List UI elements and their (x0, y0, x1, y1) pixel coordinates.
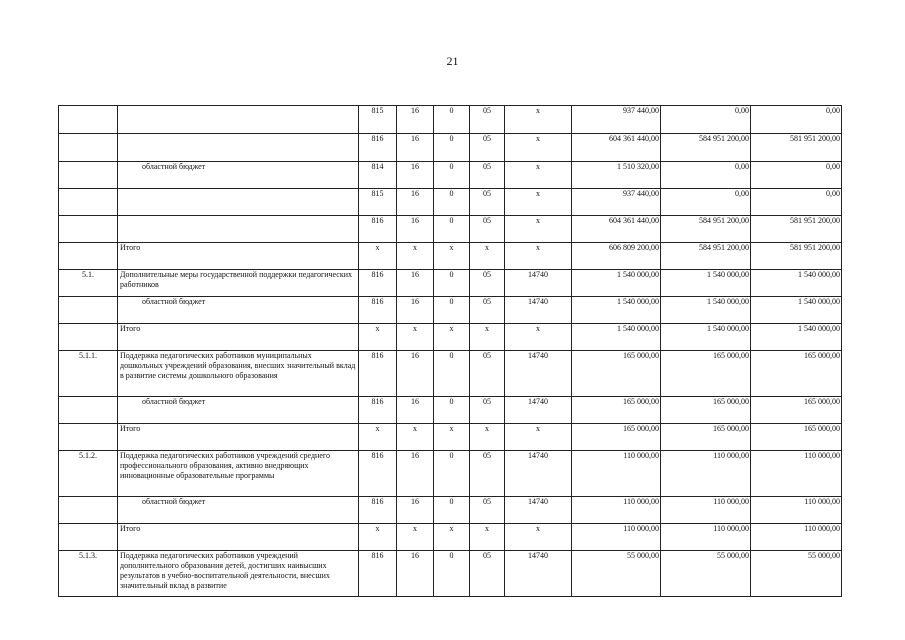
row-description (118, 216, 359, 243)
code-expense: x (505, 324, 572, 351)
budget-table (58, 105, 842, 597)
amount-year-2: 55 000,00 (661, 551, 751, 597)
code-section: 16 (397, 216, 434, 243)
amount-year-3: 1 540 000,00 (751, 297, 842, 324)
code-department: 816 (359, 297, 397, 324)
row-index (59, 424, 118, 451)
row-index (59, 134, 118, 162)
code-subsection: 0 (434, 397, 470, 424)
amount-year-2: 165 000,00 (661, 351, 751, 397)
code-target: x (470, 324, 505, 351)
row-description: Поддержка педагогических работников учреждений среднего профессионального образования, активно внедряющих инновационные образовательные программы (118, 451, 359, 497)
code-subsection: 0 (434, 451, 470, 497)
row-index: 5.1.1. (59, 351, 118, 397)
table-row (59, 397, 842, 424)
table-row (59, 524, 842, 551)
amount-year-3: 55 000,00 (751, 551, 842, 597)
amount-year-3: 165 000,00 (751, 424, 842, 451)
amount-year-3: 581 951 200,00 (751, 134, 842, 162)
code-department: 815 (359, 189, 397, 216)
code-expense: 14740 (505, 497, 572, 524)
code-department: 816 (359, 497, 397, 524)
code-target: x (470, 524, 505, 551)
table-row (59, 106, 842, 134)
code-target: 05 (470, 270, 505, 297)
amount-year-2: 110 000,00 (661, 451, 751, 497)
code-section: 16 (397, 451, 434, 497)
code-subsection: 0 (434, 497, 470, 524)
row-description: Поддержка педагогических работников учреждений дополнительного образования детей, достигших наивысших результатов в учебно-воспитательной деятельности, внесших значительный вклад в развитие (118, 551, 359, 597)
code-expense: 14740 (505, 270, 572, 297)
table-row (59, 297, 842, 324)
code-department: 816 (359, 451, 397, 497)
code-section: x (397, 424, 434, 451)
amount-year-1: 165 000,00 (572, 424, 661, 451)
total-label: Итого (118, 524, 359, 551)
total-label: Итого (118, 324, 359, 351)
amount-year-1: 604 361 440,00 (572, 134, 661, 162)
code-target: 05 (470, 397, 505, 424)
table-row (59, 351, 842, 397)
code-section: x (397, 524, 434, 551)
table-row (59, 424, 842, 451)
amount-year-1: 606 809 200,00 (572, 243, 661, 270)
code-department: x (359, 324, 397, 351)
code-expense: 14740 (505, 297, 572, 324)
amount-year-2: 0,00 (661, 189, 751, 216)
row-description (118, 189, 359, 216)
amount-year-2: 584 951 200,00 (661, 134, 751, 162)
code-subsection: 0 (434, 134, 470, 162)
row-index (59, 106, 118, 134)
amount-year-3: 0,00 (751, 106, 842, 134)
code-department: x (359, 524, 397, 551)
row-index (59, 216, 118, 243)
amount-year-2: 584 951 200,00 (661, 216, 751, 243)
amount-year-3: 0,00 (751, 162, 842, 189)
code-section: 16 (397, 397, 434, 424)
amount-year-3: 165 000,00 (751, 397, 842, 424)
amount-year-2: 1 540 000,00 (661, 270, 751, 297)
row-index (59, 162, 118, 189)
amount-year-1: 110 000,00 (572, 524, 661, 551)
row-index: 5.1.2. (59, 451, 118, 497)
amount-year-2: 165 000,00 (661, 424, 751, 451)
amount-year-2: 0,00 (661, 162, 751, 189)
amount-year-3: 581 951 200,00 (751, 243, 842, 270)
funding-source: областной бюджет (118, 162, 359, 189)
code-subsection: x (434, 324, 470, 351)
table-row (59, 162, 842, 189)
code-expense: x (505, 162, 572, 189)
amount-year-1: 604 361 440,00 (572, 216, 661, 243)
row-index (59, 189, 118, 216)
code-expense: x (505, 216, 572, 243)
code-expense: x (505, 424, 572, 451)
table-row (59, 243, 842, 270)
code-subsection: 0 (434, 189, 470, 216)
amount-year-1: 1 540 000,00 (572, 270, 661, 297)
amount-year-2: 110 000,00 (661, 497, 751, 524)
amount-year-1: 110 000,00 (572, 451, 661, 497)
code-section: 16 (397, 551, 434, 597)
amount-year-3: 581 951 200,00 (751, 216, 842, 243)
code-expense: x (505, 106, 572, 134)
code-section: 16 (397, 162, 434, 189)
code-expense: 14740 (505, 397, 572, 424)
code-section: 16 (397, 106, 434, 134)
amount-year-1: 110 000,00 (572, 497, 661, 524)
amount-year-2: 110 000,00 (661, 524, 751, 551)
funding-source: областной бюджет (118, 297, 359, 324)
code-target: x (470, 424, 505, 451)
funding-source: областной бюджет (118, 397, 359, 424)
code-expense: 14740 (505, 451, 572, 497)
table-row (59, 270, 842, 297)
code-department: x (359, 424, 397, 451)
row-index (59, 497, 118, 524)
code-subsection: 0 (434, 106, 470, 134)
total-label: Итого (118, 424, 359, 451)
code-expense: x (505, 243, 572, 270)
code-target: 05 (470, 497, 505, 524)
code-department: 815 (359, 106, 397, 134)
amount-year-1: 1 510 320,00 (572, 162, 661, 189)
code-target: 05 (470, 351, 505, 397)
row-index (59, 324, 118, 351)
amount-year-2: 165 000,00 (661, 397, 751, 424)
code-expense: x (505, 524, 572, 551)
code-subsection: 0 (434, 270, 470, 297)
code-department: 816 (359, 551, 397, 597)
amount-year-2: 584 951 200,00 (661, 243, 751, 270)
code-target: 05 (470, 551, 505, 597)
amount-year-3: 110 000,00 (751, 497, 842, 524)
code-target: 05 (470, 106, 505, 134)
amount-year-1: 1 540 000,00 (572, 324, 661, 351)
row-index (59, 243, 118, 270)
code-department: 816 (359, 270, 397, 297)
code-department: 816 (359, 134, 397, 162)
code-target: x (470, 243, 505, 270)
row-index (59, 524, 118, 551)
code-section: 16 (397, 134, 434, 162)
code-target: 05 (470, 134, 505, 162)
table-body (59, 106, 842, 597)
amount-year-1: 937 440,00 (572, 106, 661, 134)
code-target: 05 (470, 189, 505, 216)
code-expense: x (505, 134, 572, 162)
total-label: Итого (118, 243, 359, 270)
amount-year-1: 1 540 000,00 (572, 297, 661, 324)
code-department: 816 (359, 351, 397, 397)
row-index (59, 397, 118, 424)
code-department: 816 (359, 216, 397, 243)
row-index (59, 297, 118, 324)
table-row (59, 451, 842, 497)
code-subsection: 0 (434, 351, 470, 397)
code-department: 814 (359, 162, 397, 189)
code-subsection: 0 (434, 216, 470, 243)
row-description (118, 106, 359, 134)
code-section: x (397, 243, 434, 270)
code-department: 816 (359, 397, 397, 424)
code-subsection: 0 (434, 297, 470, 324)
code-section: 16 (397, 351, 434, 397)
row-index: 5.1.3. (59, 551, 118, 597)
code-subsection: 0 (434, 162, 470, 189)
code-section: 16 (397, 497, 434, 524)
table-row (59, 134, 842, 162)
table-row (59, 189, 842, 216)
code-expense: x (505, 189, 572, 216)
amount-year-1: 937 440,00 (572, 189, 661, 216)
amount-year-3: 165 000,00 (751, 351, 842, 397)
amount-year-2: 1 540 000,00 (661, 297, 751, 324)
amount-year-3: 0,00 (751, 189, 842, 216)
code-section: 16 (397, 297, 434, 324)
code-target: 05 (470, 451, 505, 497)
code-subsection: x (434, 524, 470, 551)
table-row (59, 551, 842, 597)
page-number: 21 (446, 54, 459, 68)
code-department: x (359, 243, 397, 270)
code-target: 05 (470, 162, 505, 189)
table-row (59, 324, 842, 351)
amount-year-3: 110 000,00 (751, 524, 842, 551)
code-section: 16 (397, 189, 434, 216)
amount-year-1: 55 000,00 (572, 551, 661, 597)
amount-year-2: 0,00 (661, 106, 751, 134)
table-row (59, 216, 842, 243)
amount-year-3: 1 540 000,00 (751, 270, 842, 297)
code-subsection: x (434, 243, 470, 270)
code-section: 16 (397, 270, 434, 297)
code-target: 05 (470, 297, 505, 324)
amount-year-3: 1 540 000,00 (751, 324, 842, 351)
row-index: 5.1. (59, 270, 118, 297)
amount-year-3: 110 000,00 (751, 451, 842, 497)
amount-year-1: 165 000,00 (572, 351, 661, 397)
funding-source: областной бюджет (118, 497, 359, 524)
amount-year-2: 1 540 000,00 (661, 324, 751, 351)
code-expense: 14740 (505, 551, 572, 597)
code-target: 05 (470, 216, 505, 243)
code-section: x (397, 324, 434, 351)
code-expense: 14740 (505, 351, 572, 397)
code-subsection: 0 (434, 551, 470, 597)
row-description: Дополнительные меры государственной поддержки педагогических работников (118, 270, 359, 297)
row-description: Поддержка педагогических работников муниципальных дошкольных учреждений образования, внесших значительный вклад в развитие системы дошкольного образования (118, 351, 359, 397)
code-subsection: x (434, 424, 470, 451)
row-description (118, 134, 359, 162)
table-row (59, 497, 842, 524)
amount-year-1: 165 000,00 (572, 397, 661, 424)
